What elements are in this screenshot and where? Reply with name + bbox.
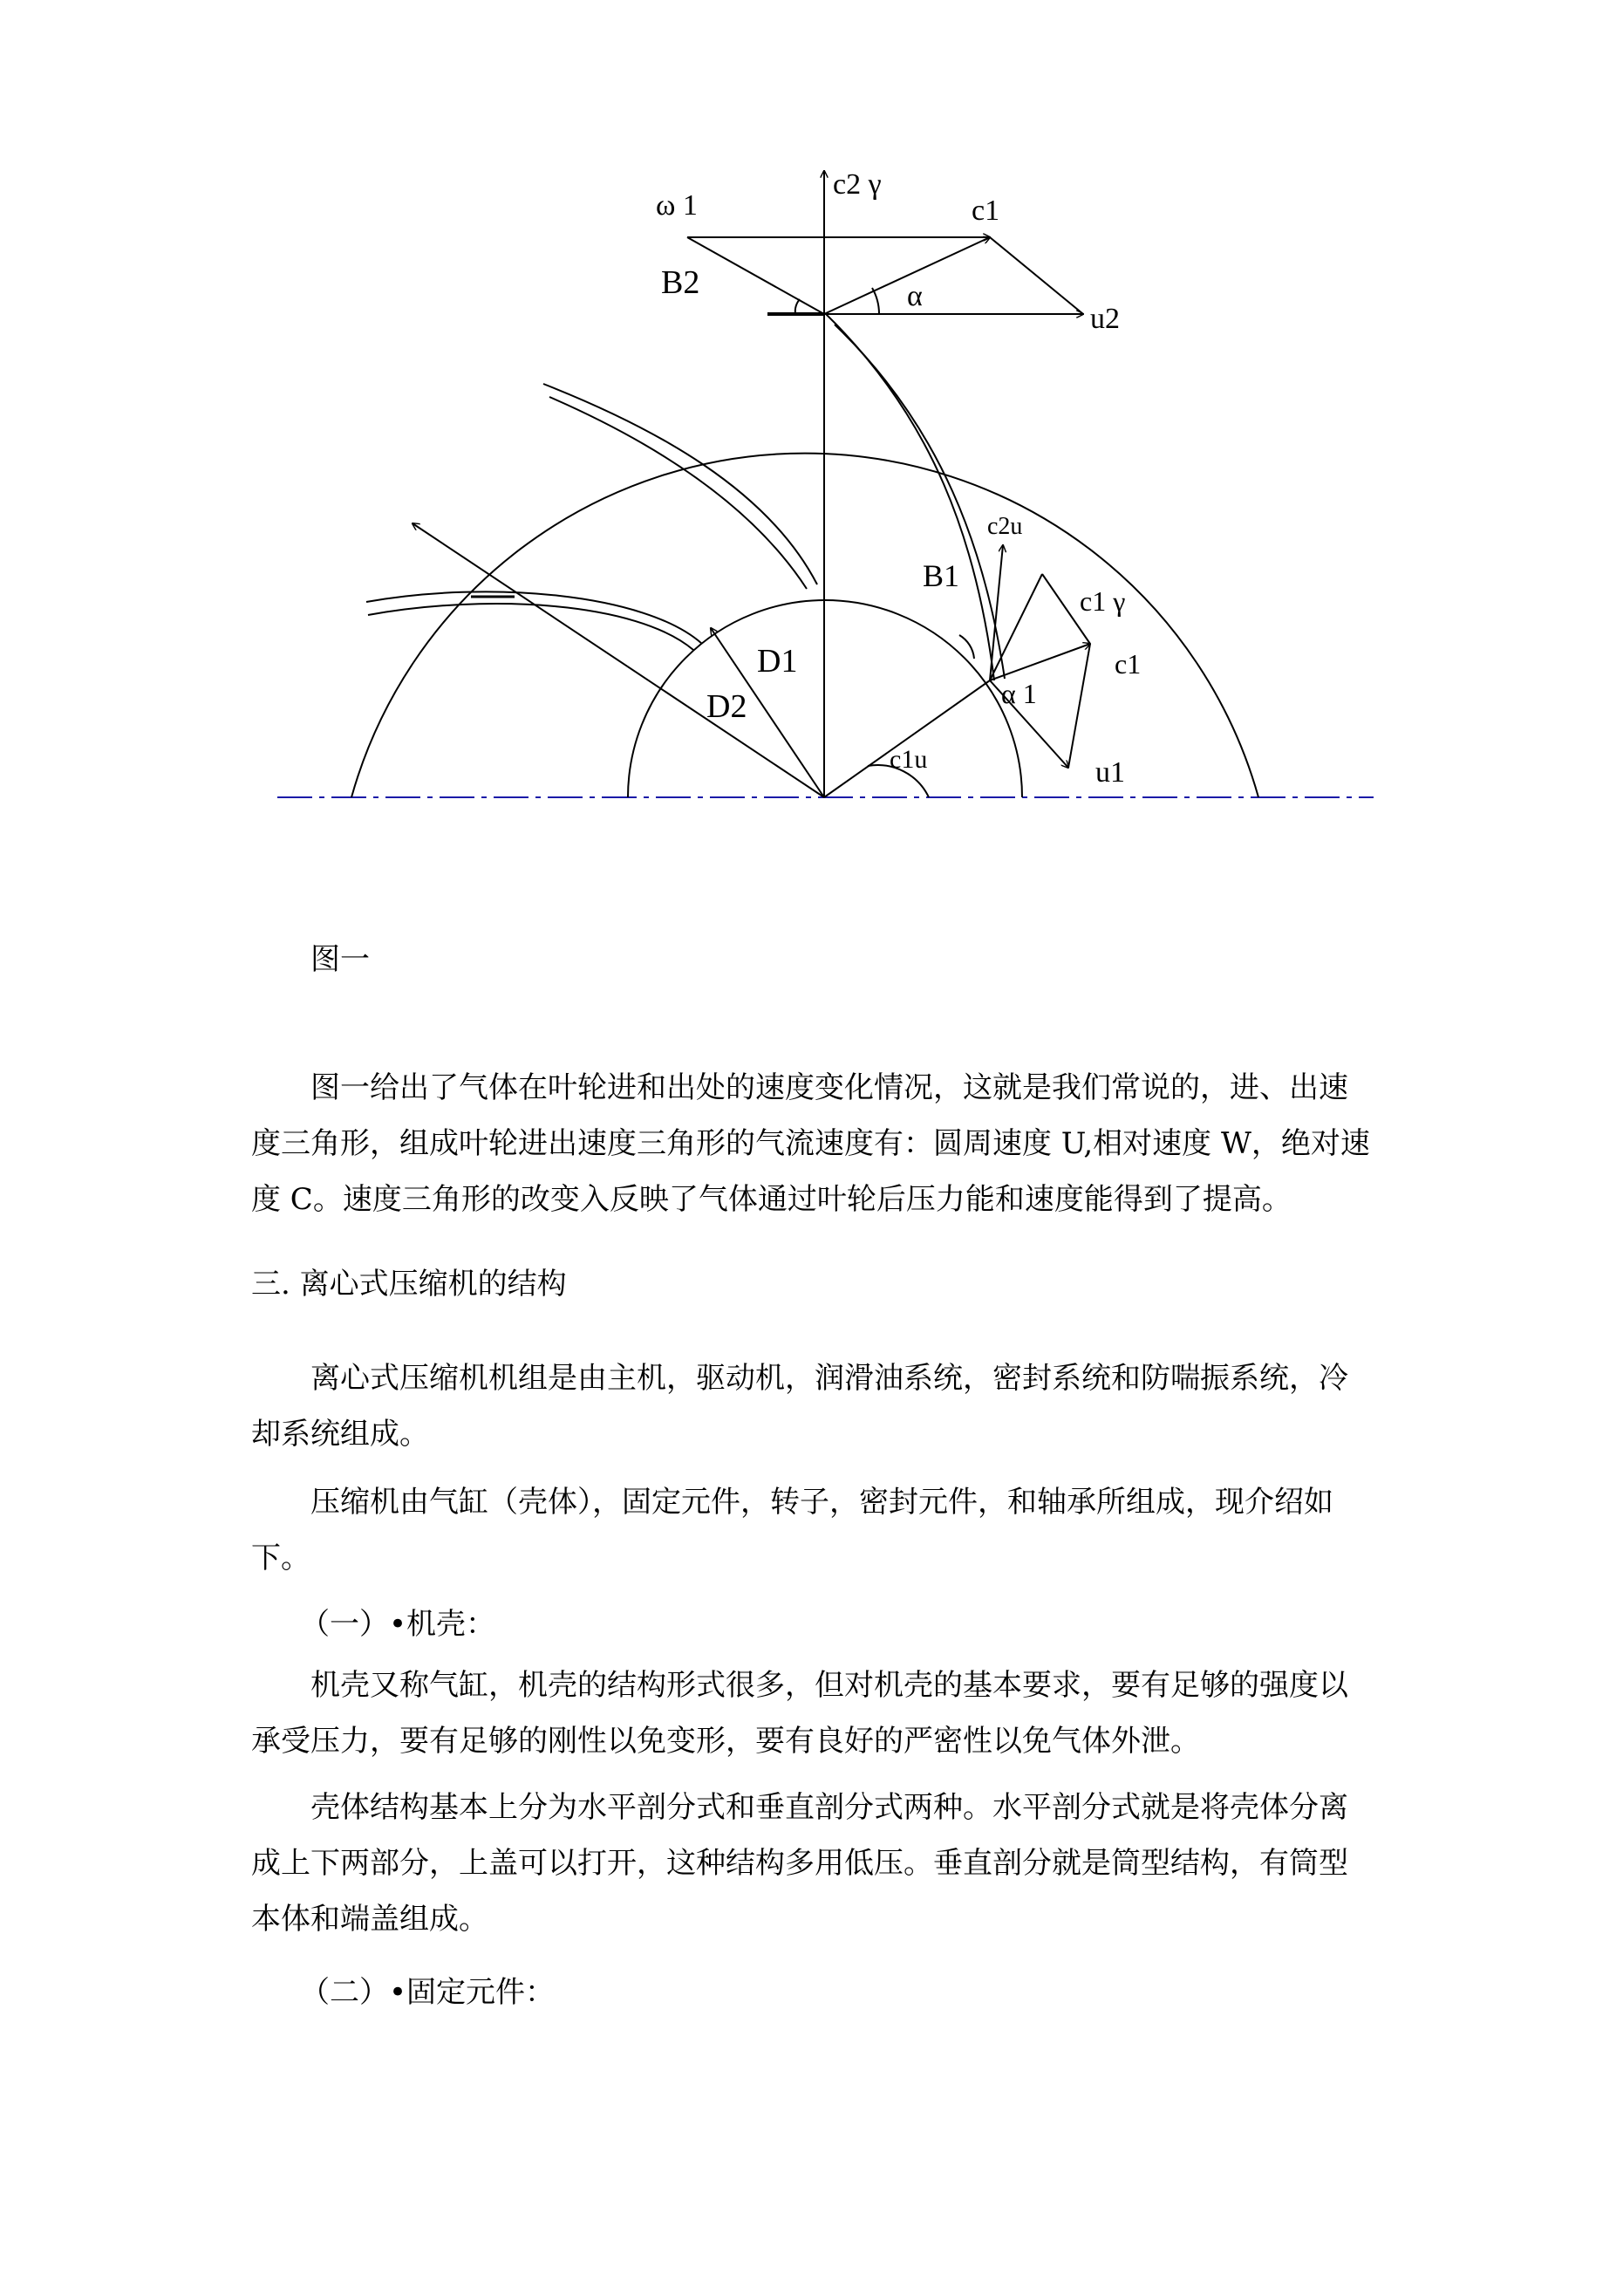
impeller-velocity-triangle-diagram [0,0,1623,837]
blade-left-upper-inner [549,397,807,589]
blade-left-lower-inner [368,604,693,650]
inlet-radial-line [824,680,990,797]
label-c1-right: c1 [1115,648,1142,680]
figure-caption: 图一 [310,942,370,977]
subheading-text: （一）•机壳： [300,1607,496,1642]
label-c2u: c2u [987,513,1023,540]
subheading-text: （二）•固定元件： [300,1975,556,2010]
label-b1: B1 [923,558,960,593]
b2-angle-arc [795,299,800,314]
label-u1: u1 [1095,756,1125,789]
blade-left-upper [543,384,817,584]
text-line: 图一给出了气体在叶轮进和出处的速度变化情况，这就是我们常说的，进、出速 [310,1070,1348,1105]
text-line: 度三角形，组成叶轮进出速度三角形的气流速度有：圆周速度 U,相对速度 W，绝对速 [251,1126,1370,1161]
paragraph-casing-types [251,1780,1411,1947]
paragraph-velocity-triangle [251,1060,1411,1227]
c1-u2-link [990,237,1083,314]
section-heading [251,1256,1411,1312]
text-line: 却系统组成。 [251,1417,429,1452]
blade-right-inner [835,325,1005,679]
text-line: 离心式压缩机机组是由主机，驱动机，润滑油系统，密封系统和防喘振系统，冷 [310,1361,1348,1396]
subheading-casing [251,1596,1411,1652]
blade-right [826,314,994,680]
heading-text: 三. 离心式压缩机的结构 [251,1267,567,1302]
label-d2: D2 [706,688,747,725]
paragraph-casing-requirements [251,1657,1411,1769]
label-c2-gamma: c2 γ [833,168,882,201]
text-line: 度 C。速度三角形的改变入反映了气体通过叶轮后压力能和速度能得到了提高。 [251,1182,1292,1217]
paragraph-compressor-parts [251,1474,1411,1586]
outer-circle-d2 [351,454,1258,797]
text-line: 下。 [251,1541,310,1575]
text-line: 本体和端盖组成。 [251,1902,488,1937]
label-b2: B2 [661,264,700,301]
label-omega1: ω 1 [656,189,698,222]
label-c1-top: c1 [972,195,1000,227]
paragraph-unit-composition [251,1350,1411,1462]
label-d1: D1 [757,643,798,680]
label-alpha: α [907,280,923,312]
text-line: 成上下两部分，上盖可以打开，这种结构多用低压。垂直剖分就是筒型结构，有筒型 [251,1846,1348,1881]
subheading-fixed-elements [251,1965,1411,2020]
text-line: 承受压力，要有足够的刚性以免变形，要有良好的严密性以免气体外泄。 [251,1724,1200,1759]
text-line: 压缩机由气缸（壳体），固定元件，转子，密封元件，和轴承所组成，现介绍如 [310,1485,1333,1520]
label-c1-gamma: c1 γ [1080,585,1126,617]
c1-u1-link [1068,644,1090,768]
omega1-vector [687,237,824,314]
text-line: 机壳又称气缸，机壳的结构形式很多，但对机壳的基本要求，要有足够的强度以 [310,1668,1348,1703]
label-alpha1: α 1 [1001,678,1037,709]
text-line: 壳体结构基本上分为水平剖分式和垂直剖分式两种。水平剖分式就是将壳体分离 [310,1790,1348,1825]
label-u2: u2 [1090,303,1120,335]
blade-left-lower [366,591,702,644]
label-c1u: c1u [890,745,928,774]
